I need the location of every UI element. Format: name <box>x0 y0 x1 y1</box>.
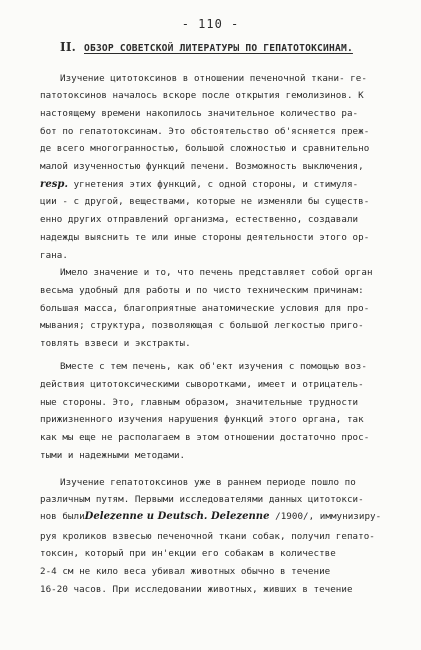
text-line: де всего многогранностью, большой сложностью и сравнительно <box>40 143 370 154</box>
text-line: прижизненного изучения нарушения функций этого органа, так <box>40 414 364 425</box>
text-line: настоящему времени накопилось значительное количество ра- <box>40 108 359 119</box>
text-line-rest: гепатотоксинов уже в раннем периоде пошло по <box>110 477 356 488</box>
text-line: мывания; структура, позволяющая с большой легкостью приго- <box>40 320 364 331</box>
text-line-start: нов были <box>40 511 85 522</box>
text-line: 2-4 см не кило веса убивал животных обычно в течение <box>40 566 331 577</box>
section-roman-numeral: II. <box>60 40 77 54</box>
text-line <box>60 477 400 489</box>
section-title: ОБЗОР СОВЕТСКОЙ ЛИТЕРАТУРЫ ПО ГЕПАТОТОКСИНАМ. <box>84 43 353 54</box>
text-line: бот по гепатотоксинам. Это обстоятельство об'ясняется преж- <box>40 126 370 137</box>
text-line: ные стороны. Это, главным образом, значительные трудности <box>40 397 359 408</box>
text-line: ции - с другой, веществами, которые не изменяли бы существ- <box>40 196 370 207</box>
text-line: различным путям. Первыми исследователями данных цитотокси- <box>40 494 364 505</box>
text-line: гана. <box>40 250 68 261</box>
text-line: товлять взвеси и экстракты. <box>40 338 191 349</box>
text-line: Изучение цитотоксинов в отношении печеночной ткани- ге- <box>60 73 367 84</box>
text-line: как мы еще не располагаем в этом отношении достаточно прос- <box>40 432 370 443</box>
text-line: руя кроликов взвесью печеночной ткани собак, получил гепато- <box>40 531 375 542</box>
text-line: надежды выяснить те или иные стороны деятельности этого ор- <box>40 232 370 243</box>
handwritten-resp: resp. <box>40 179 68 190</box>
text-line: патотоксинов началось вскоре после открытия гемолизинов. К <box>40 90 364 101</box>
text-line-rest: /1900/, иммунизиру- <box>275 511 382 522</box>
text-line <box>40 511 400 523</box>
text-line: малой изученностью функций печени. Возможность выключения, <box>40 161 364 172</box>
text-line: большая масса, благоприятные анатомические условия для про- <box>40 303 370 314</box>
text-line: 16-20 часов. При исследовании животных, живших в течение <box>40 584 353 595</box>
text-line: токсин, который при ин'екции его собакам в количестве <box>40 548 336 559</box>
handwritten-authors: Delezenne и Deutsch. Delezenne <box>84 511 270 522</box>
text-line: действия цитотоксическими сыворотками, имеет и отрицатель- <box>40 379 364 390</box>
section-heading <box>60 40 400 54</box>
text-line: Вместе с тем печень, как об'ект изучения с помощью воз- <box>60 361 367 372</box>
text-line-rest: угнетения этих функций, с одной стороны, и стимуля- <box>73 179 359 190</box>
text-line: Имело значение и то, что печень представляет собой орган <box>60 267 373 278</box>
text-line <box>40 179 400 191</box>
text-line: тыми и надежными методами. <box>40 450 186 461</box>
text-line: енно других отправлений организма, естественно, создавали <box>40 214 359 225</box>
text-line: весьма удобный для работы и по чисто техническим причинам: <box>40 285 364 296</box>
page-number: - 110 - <box>181 17 240 31</box>
text-line-start: Изучение <box>60 477 105 488</box>
